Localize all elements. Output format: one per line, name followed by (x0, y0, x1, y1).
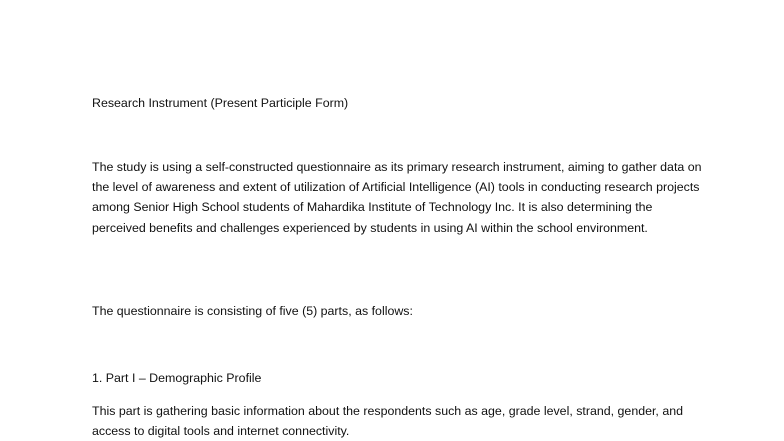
part-1-heading: 1. Part I – Demographic Profile (92, 371, 262, 385)
paragraph-questionnaire-parts: The questionnaire is consisting of five (5) parts, as follows: (92, 304, 413, 318)
part-1-description: This part is gathering basic information about the respondents such as age, grade level, strand, gender, and access to digital tools and internet connectivity. (92, 404, 683, 439)
document-title: Research Instrument (Present Participle Form) (92, 96, 349, 110)
paragraph-study-description: The study is using a self-constructed questionnaire as its primary research instrument, aiming to gather data on the level of awareness and extent of utilization of Artificial Intelligence (AI) tools in conducting research projects among Senior High School students of Mahardika Institute of Technology Inc. It is also determining the perceived benefits and challenges experienced by students in using AI within the school environment. (92, 160, 702, 235)
